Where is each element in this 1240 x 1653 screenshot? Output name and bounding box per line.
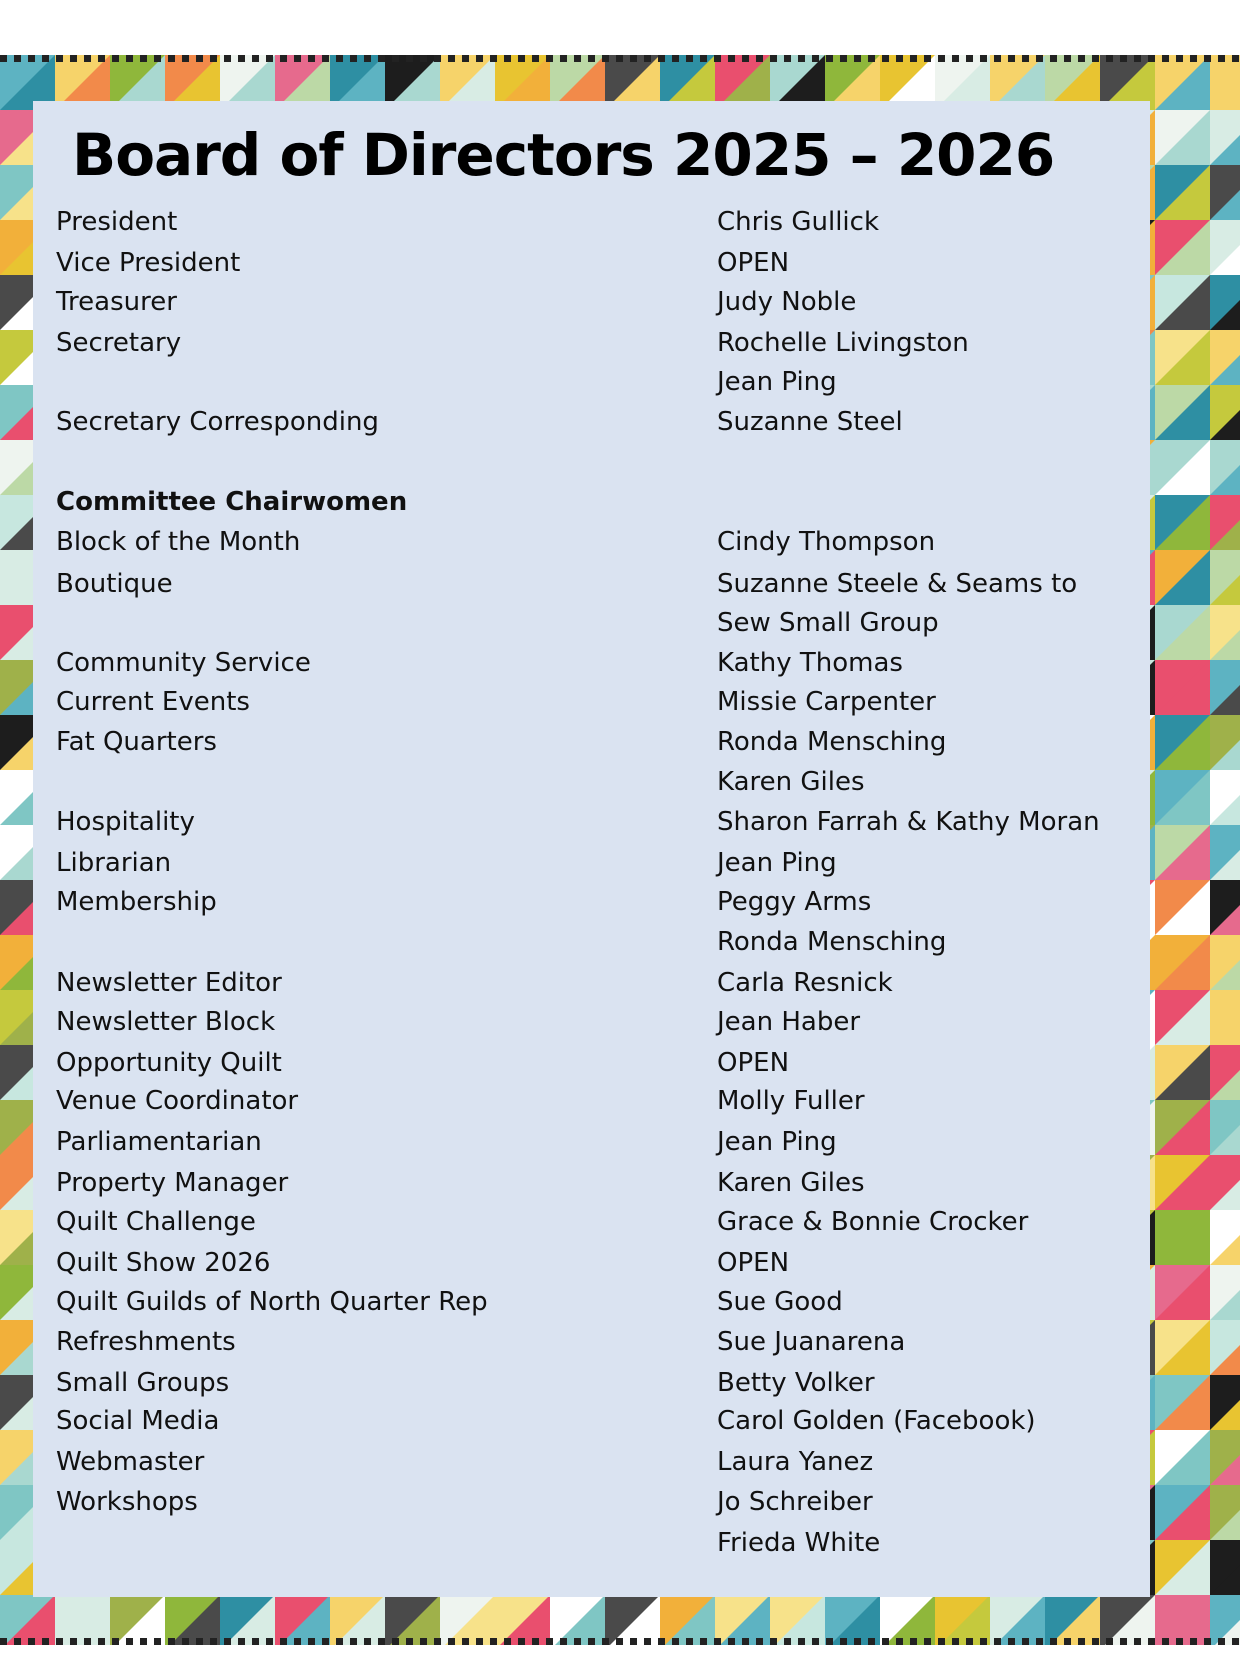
role-label: Workshops [56, 1487, 198, 1517]
member-name: Jean Ping [717, 848, 837, 878]
role-label: Secretary [56, 328, 182, 358]
quilt-binding [350, 1638, 357, 1645]
quilt-binding [658, 55, 665, 62]
quilt-binding [168, 1638, 175, 1645]
list-item [56, 884, 1136, 920]
list-item [56, 845, 1136, 881]
quilt-binding [1218, 55, 1225, 62]
list-item [56, 1403, 1136, 1439]
quilt-binding [224, 55, 231, 62]
quilt-binding [1078, 55, 1085, 62]
quilt-binding [630, 1638, 637, 1645]
quilt-binding [1022, 1638, 1029, 1645]
quilt-binding [742, 1638, 749, 1645]
quilt-binding [714, 1638, 721, 1645]
role-label: Newsletter Block [56, 1007, 276, 1037]
role-label: Quilt Challenge [56, 1207, 256, 1237]
quilt-binding [266, 1638, 273, 1645]
member-name: Sue Juanarena [717, 1327, 906, 1357]
quilt-binding [378, 1638, 385, 1645]
quilt-binding [322, 1638, 329, 1645]
list-item [56, 1444, 1136, 1480]
quilt-binding [714, 55, 721, 62]
member-name: Peggy Arms [717, 887, 872, 917]
role-label: Refreshments [56, 1327, 236, 1357]
quilt-binding [1050, 1638, 1057, 1645]
quilt-binding [588, 55, 595, 62]
quilt-binding [868, 55, 875, 62]
quilt-binding [364, 1638, 371, 1645]
member-name: Missie Carpenter [717, 687, 936, 717]
quilt-binding [98, 1638, 105, 1645]
list-item [56, 1284, 1136, 1320]
quilt-binding [1064, 55, 1071, 62]
quilt-binding [28, 55, 35, 62]
quilt-binding [924, 1638, 931, 1645]
role-label: Block of the Month [56, 527, 301, 557]
member-name: Frieda White [717, 1528, 881, 1558]
quilt-binding [70, 55, 77, 62]
quilt-binding [938, 1638, 945, 1645]
quilt-binding [196, 55, 203, 62]
quilt-binding [322, 55, 329, 62]
member-name: Karen Giles [717, 767, 865, 797]
quilt-binding [392, 55, 399, 62]
quilt-binding [574, 1638, 581, 1645]
quilt-binding [448, 1638, 455, 1645]
quilt-binding [238, 1638, 245, 1645]
quilt-binding [154, 1638, 161, 1645]
quilt-binding [1036, 55, 1043, 62]
quilt-binding [392, 1638, 399, 1645]
list-item [56, 684, 1136, 720]
member-name: Suzanne Steele & Seams to [717, 569, 1078, 599]
list-item [56, 1484, 1136, 1520]
quilt-binding [1008, 1638, 1015, 1645]
quilt-binding [350, 55, 357, 62]
quilt-binding [1162, 1638, 1169, 1645]
list-item [56, 1045, 1136, 1081]
quilt-binding [1050, 55, 1057, 62]
quilt-binding [1148, 55, 1155, 62]
quilt-binding [1036, 1638, 1043, 1645]
quilt-binding [308, 1638, 315, 1645]
quilt-binding [784, 55, 791, 62]
member-name: Chris Gullick [717, 207, 880, 237]
quilt-binding [560, 1638, 567, 1645]
quilt-binding [1134, 1638, 1141, 1645]
role-label: Hospitality [56, 807, 195, 837]
member-name: Ronda Mensching [717, 727, 947, 757]
quilt-binding [924, 55, 931, 62]
quilt-binding [1148, 1638, 1155, 1645]
section-heading [56, 484, 1136, 520]
role-label: Property Manager [56, 1168, 289, 1198]
quilt-binding [364, 55, 371, 62]
quilt-binding [672, 55, 679, 62]
quilt-binding [826, 1638, 833, 1645]
member-name: Suzanne Steel [717, 407, 903, 437]
quilt-binding [686, 55, 693, 62]
quilt-binding [938, 55, 945, 62]
quilt-binding [140, 1638, 147, 1645]
quilt-binding [504, 55, 511, 62]
quilt-binding [98, 55, 105, 62]
member-name: Laura Yanez [717, 1447, 874, 1477]
member-name: Jean Haber [717, 1007, 861, 1037]
quilt-binding [420, 1638, 427, 1645]
role-label: Social Media [56, 1406, 220, 1436]
quilt-binding [630, 55, 637, 62]
quilt-binding [644, 55, 651, 62]
quilt-binding [1218, 1638, 1225, 1645]
quilt-binding [434, 55, 441, 62]
quilt-binding [854, 1638, 861, 1645]
quilt-binding [504, 1638, 511, 1645]
quilt-binding [1204, 55, 1211, 62]
list-item [56, 1324, 1136, 1360]
list-item [56, 1365, 1136, 1401]
quilt-binding [168, 55, 175, 62]
quilt-binding [1204, 1638, 1211, 1645]
quilt-binding [672, 1638, 679, 1645]
list-item [56, 764, 1136, 800]
quilt-binding [196, 1638, 203, 1645]
quilt-binding [756, 1638, 763, 1645]
role-label: Webmaster [56, 1447, 205, 1477]
quilt-binding [42, 55, 49, 62]
list-item [56, 1083, 1136, 1119]
quilt-binding [770, 1638, 777, 1645]
quilt-binding [812, 1638, 819, 1645]
role-label: Boutique [56, 569, 173, 599]
quilt-binding [336, 55, 343, 62]
list-item [56, 1525, 1136, 1561]
quilt-binding [1092, 55, 1099, 62]
quilt-binding [546, 1638, 553, 1645]
quilt-binding [1176, 1638, 1183, 1645]
member-name: Jean Ping [717, 1127, 837, 1157]
list-item [56, 325, 1136, 361]
quilt-binding [84, 1638, 91, 1645]
quilt-binding [686, 1638, 693, 1645]
member-name: Rochelle Livingston [717, 328, 969, 358]
list-item [56, 965, 1136, 1001]
list-item [56, 1124, 1136, 1160]
quilt-binding [14, 55, 21, 62]
list-item [56, 245, 1136, 281]
quilt-binding [546, 55, 553, 62]
quilt-binding [1120, 1638, 1127, 1645]
member-name: OPEN [717, 248, 790, 278]
quilt-binding [182, 1638, 189, 1645]
quilt-binding [518, 55, 525, 62]
member-name: Carla Resnick [717, 968, 893, 998]
quilt-binding [1176, 55, 1183, 62]
member-name: Betty Volker [717, 1368, 875, 1398]
quilt-binding [658, 1638, 665, 1645]
list-item [56, 566, 1136, 602]
quilt-binding [266, 55, 273, 62]
quilt-binding [294, 55, 301, 62]
list-item [56, 924, 1136, 960]
quilt-binding [434, 1638, 441, 1645]
role-label: Opportunity Quilt [56, 1048, 282, 1078]
quilt-binding [994, 1638, 1001, 1645]
quilt-binding [742, 55, 749, 62]
quilt-binding [910, 1638, 917, 1645]
member-name: Molly Fuller [717, 1086, 865, 1116]
role-label: President [56, 207, 178, 237]
quilt-binding [602, 1638, 609, 1645]
quilt-binding [868, 1638, 875, 1645]
quilt-binding [182, 55, 189, 62]
role-label: Newsletter Editor [56, 968, 282, 998]
quilt-binding [1190, 55, 1197, 62]
list-item [56, 804, 1136, 840]
quilt-binding [1008, 55, 1015, 62]
quilt-binding [980, 55, 987, 62]
role-label: Community Service [56, 648, 311, 678]
quilt-binding [490, 55, 497, 62]
quilt-binding [420, 55, 427, 62]
quilt-binding [126, 55, 133, 62]
role-label: Secretary Corresponding [56, 407, 379, 437]
role-label: Librarian [56, 848, 172, 878]
quilt-binding [1120, 55, 1127, 62]
quilt-binding [56, 1638, 63, 1645]
quilt-binding [616, 1638, 623, 1645]
quilt-binding [826, 55, 833, 62]
quilt-binding [574, 55, 581, 62]
quilt-binding [812, 55, 819, 62]
quilt-binding [700, 1638, 707, 1645]
quilt-binding [1134, 55, 1141, 62]
quilt-binding [308, 55, 315, 62]
role-label: Small Groups [56, 1368, 230, 1398]
quilt-binding [1064, 1638, 1071, 1645]
member-name: Sew Small Group [717, 608, 939, 638]
role-label: Vice President [56, 248, 241, 278]
list-item [56, 364, 1136, 400]
member-name: Sharon Farrah & Kathy Moran [717, 807, 1100, 837]
quilt-binding [490, 1638, 497, 1645]
list-item [56, 605, 1136, 641]
quilt-binding [126, 1638, 133, 1645]
member-name: Carol Golden (Facebook) [717, 1406, 1036, 1436]
quilt-binding [798, 1638, 805, 1645]
quilt-binding [966, 55, 973, 62]
quilt-binding [840, 1638, 847, 1645]
role-label: Membership [56, 887, 217, 917]
list-item [56, 1245, 1136, 1281]
quilt-binding [140, 55, 147, 62]
quilt-binding [56, 55, 63, 62]
quilt-binding [252, 55, 259, 62]
quilt-binding [532, 55, 539, 62]
quilt-binding [1162, 55, 1169, 62]
quilt-binding [910, 55, 917, 62]
quilt-binding [210, 1638, 217, 1645]
member-name: OPEN [717, 1048, 790, 1078]
role-label: Quilt Show 2026 [56, 1248, 271, 1278]
list-item [56, 1004, 1136, 1040]
quilt-binding [406, 55, 413, 62]
member-name: OPEN [717, 1248, 790, 1278]
list-item [56, 444, 1136, 480]
quilt-binding [476, 1638, 483, 1645]
quilt-binding [1078, 1638, 1085, 1645]
quilt-binding [224, 1638, 231, 1645]
quilt-binding [406, 1638, 413, 1645]
list-item [56, 724, 1136, 760]
quilt-binding [1106, 1638, 1113, 1645]
quilt-binding [476, 55, 483, 62]
list-item [56, 524, 1136, 560]
quilt-binding [728, 55, 735, 62]
quilt-binding [378, 55, 385, 62]
quilt-binding [896, 55, 903, 62]
role-label: Treasurer [56, 287, 177, 317]
list-item [56, 204, 1136, 240]
list-item [56, 404, 1136, 440]
quilt-binding [238, 55, 245, 62]
list-item [56, 284, 1136, 320]
quilt-binding [14, 1638, 21, 1645]
quilt-binding [952, 55, 959, 62]
quilt-binding [602, 55, 609, 62]
member-name: Ronda Mensching [717, 927, 947, 957]
member-name: Sue Good [717, 1287, 843, 1317]
quilt-binding [1232, 1638, 1239, 1645]
quilt-binding [210, 55, 217, 62]
quilt-binding [980, 1638, 987, 1645]
quilt-binding [1106, 55, 1113, 62]
member-name: Jean Ping [717, 367, 837, 397]
list-item [56, 1165, 1136, 1201]
quilt-binding [28, 1638, 35, 1645]
member-name: Jo Schreiber [717, 1487, 873, 1517]
quilt-binding [462, 55, 469, 62]
member-name: Kathy Thomas [717, 648, 903, 678]
quilt-binding [700, 55, 707, 62]
list-item [56, 1204, 1136, 1240]
quilt-binding [882, 55, 889, 62]
quilt-binding [994, 55, 1001, 62]
role-label: Fat Quarters [56, 727, 217, 757]
page-title: Board of Directors 2025 – 2026 [72, 121, 1055, 189]
role-label: Parliamentarian [56, 1127, 262, 1157]
quilt-binding [280, 55, 287, 62]
quilt-binding [0, 55, 7, 62]
quilt-binding [644, 1638, 651, 1645]
quilt-binding [756, 55, 763, 62]
quilt-binding [770, 55, 777, 62]
role-label: Current Events [56, 687, 250, 717]
quilt-binding [336, 1638, 343, 1645]
quilt-binding [532, 1638, 539, 1645]
quilt-binding [0, 1638, 7, 1645]
quilt-binding [616, 55, 623, 62]
role-label: Committee Chairwomen [56, 487, 408, 517]
quilt-binding [784, 1638, 791, 1645]
quilt-binding [42, 1638, 49, 1645]
list-item [56, 645, 1136, 681]
quilt-binding [1022, 55, 1029, 62]
quilt-binding [798, 55, 805, 62]
quilt-binding [112, 1638, 119, 1645]
member-name: Grace & Bonnie Crocker [717, 1207, 1029, 1237]
quilt-binding [1190, 1638, 1197, 1645]
quilt-binding [840, 55, 847, 62]
quilt-binding [952, 1638, 959, 1645]
quilt-binding [70, 1638, 77, 1645]
quilt-binding [518, 1638, 525, 1645]
quilt-binding [462, 1638, 469, 1645]
quilt-binding [1232, 55, 1239, 62]
quilt-binding [84, 55, 91, 62]
quilt-binding [252, 1638, 259, 1645]
quilt-binding [854, 55, 861, 62]
quilt-binding [882, 1638, 889, 1645]
quilt-binding [154, 55, 161, 62]
quilt-binding [448, 55, 455, 62]
member-name: Cindy Thompson [717, 527, 936, 557]
quilt-binding [966, 1638, 973, 1645]
role-label: Venue Coordinator [56, 1086, 299, 1116]
member-name: Judy Noble [717, 287, 857, 317]
quilt-binding [728, 1638, 735, 1645]
quilt-binding [896, 1638, 903, 1645]
quilt-binding [1092, 1638, 1099, 1645]
member-name: Karen Giles [717, 1168, 865, 1198]
quilt-binding [294, 1638, 301, 1645]
role-label: Quilt Guilds of North Quarter Rep [56, 1287, 488, 1317]
quilt-binding [112, 55, 119, 62]
quilt-binding [280, 1638, 287, 1645]
quilt-binding [588, 1638, 595, 1645]
quilt-binding [560, 55, 567, 62]
